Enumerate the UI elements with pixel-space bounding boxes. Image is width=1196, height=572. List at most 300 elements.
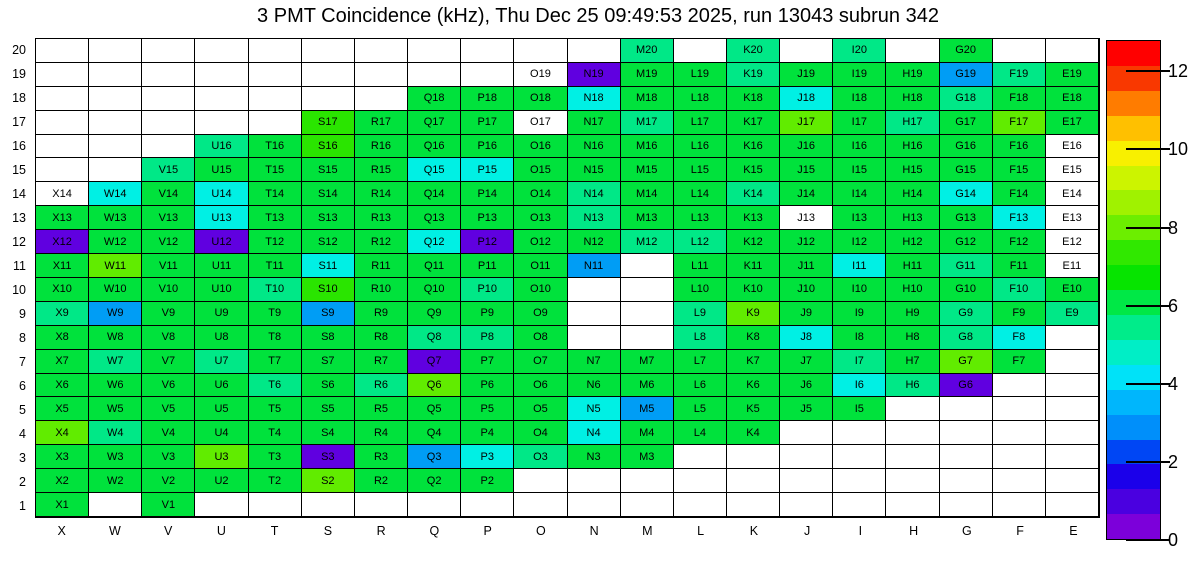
heatmap-cell: M18 [621,87,674,111]
heatmap-cell: I14 [833,182,886,206]
heatmap-cell: J18 [780,87,833,111]
heatmap-cell: W10 [89,278,142,302]
x-axis-tick-label: S [323,524,333,538]
x-axis-tick-label: R [376,524,386,538]
x-axis-tick-label: E [1069,524,1078,538]
heatmap-cell: R7 [355,350,408,374]
heatmap-cell: J19 [780,63,833,87]
heatmap-cell: R13 [355,206,408,230]
heatmap-cell: M5 [621,397,674,421]
heatmap-cell: H17 [886,111,939,135]
heatmap-cell: M12 [621,230,674,254]
x-axis-tick-label: L [697,524,705,538]
heatmap-cell-empty [568,469,621,493]
heatmap-cell-empty [89,111,142,135]
heatmap-cell: X12 [36,230,89,254]
heatmap-cell: U2 [195,469,248,493]
heatmap-cell-empty [1046,39,1099,63]
heatmap-cell: R4 [355,421,408,445]
heatmap-cell: F11 [993,254,1046,278]
heatmap-cell-empty [674,469,727,493]
heatmap-cell-empty [780,421,833,445]
heatmap-cell-empty [195,39,248,63]
heatmap-cell: U3 [195,445,248,469]
colorbar-band [1107,514,1160,539]
heatmap-cell: X7 [36,350,89,374]
heatmap-cell: M20 [621,39,674,63]
heatmap-cell: L4 [674,421,727,445]
heatmap-cell-empty [886,445,939,469]
colorbar-band [1107,464,1160,489]
heatmap-cell-empty [1046,469,1099,493]
heatmap-cell: P12 [461,230,514,254]
heatmap-cell: R17 [355,111,408,135]
colorbar-band [1107,116,1160,141]
heatmap-cell: Q2 [408,469,461,493]
y-axis-tick-label: 12 [12,235,26,249]
y-axis-tick-label: 9 [19,307,26,321]
heatmap-cell: X5 [36,397,89,421]
heatmap-cell: X14 [36,182,89,206]
heatmap-cell-empty [1046,493,1099,517]
heatmap-cell: V2 [142,469,195,493]
y-axis-tick-label: 14 [12,187,26,201]
heatmap-cell: I20 [833,39,886,63]
heatmap-cell: T12 [249,230,302,254]
heatmap-cell: O14 [514,182,567,206]
colorbar-tick-label: 6 [1168,295,1179,316]
heatmap-cell: T9 [249,302,302,326]
colorbar-tick-label: 0 [1168,530,1179,550]
heatmap-cell: J5 [780,397,833,421]
heatmap-cell: Q17 [408,111,461,135]
heatmap-cell-empty [36,63,89,87]
heatmap-cell-empty [993,493,1046,517]
heatmap-cell: F13 [993,206,1046,230]
heatmap-cell: K12 [727,230,780,254]
heatmap-cell: E12 [1046,230,1099,254]
heatmap-cell: J11 [780,254,833,278]
heatmap-cell-empty [886,421,939,445]
heatmap-cell: P4 [461,421,514,445]
y-axis-tick-label: 1 [19,499,26,513]
heatmap-cell-empty [302,87,355,111]
heatmap-cell: K20 [727,39,780,63]
heatmap-cell-empty [355,493,408,517]
heatmap-cell: T11 [249,254,302,278]
heatmap-cell: S13 [302,206,355,230]
heatmap-cell: H8 [886,326,939,350]
heatmap-cell: G16 [940,135,993,159]
heatmap-cell: G17 [940,111,993,135]
heatmap-cell: R3 [355,445,408,469]
heatmap-cell: V1 [142,493,195,517]
heatmap-cell: J10 [780,278,833,302]
heatmap-cell: O12 [514,230,567,254]
heatmap-cell-empty [940,421,993,445]
y-axis-tick-label: 15 [12,163,26,177]
heatmap-cell-empty [89,493,142,517]
heatmap-cell-empty [461,493,514,517]
heatmap-cell: S12 [302,230,355,254]
heatmap-cell: F16 [993,135,1046,159]
heatmap-cell: R14 [355,182,408,206]
heatmap-cell: P14 [461,182,514,206]
heatmap-cell: R11 [355,254,408,278]
heatmap-cell: N17 [568,111,621,135]
heatmap-cell: J14 [780,182,833,206]
heatmap-cell: L18 [674,87,727,111]
heatmap-cell: R2 [355,469,408,493]
heatmap-cell-empty [302,493,355,517]
heatmap-cell: X4 [36,421,89,445]
heatmap-cell-empty [142,87,195,111]
heatmap-cell: M13 [621,206,674,230]
heatmap-cell: E11 [1046,254,1099,278]
heatmap-cell: O11 [514,254,567,278]
colorbar-tick-label: 12 [1168,61,1189,82]
heatmap-cell-empty [940,397,993,421]
heatmap-cell: W8 [89,326,142,350]
heatmap-cell: T4 [249,421,302,445]
heatmap-cell-empty [993,469,1046,493]
y-axis-tick-label: 5 [19,403,26,417]
heatmap-cell: P15 [461,158,514,182]
y-axis-tick-label: 20 [12,43,26,57]
heatmap-cell: O8 [514,326,567,350]
heatmap-cell: Q7 [408,350,461,374]
heatmap-cell: G11 [940,254,993,278]
heatmap-cell: U13 [195,206,248,230]
heatmap-cell: K9 [727,302,780,326]
heatmap-cell: M3 [621,445,674,469]
heatmap-cell-empty [249,39,302,63]
heatmap-cell: Q18 [408,87,461,111]
x-axis-tick-label: X [57,524,66,538]
heatmap-cell: H15 [886,158,939,182]
colorbar-tick-label: 4 [1168,373,1179,394]
heatmap-cell: G19 [940,63,993,87]
heatmap-cell: U11 [195,254,248,278]
heatmap-cell-empty [195,493,248,517]
heatmap-grid [35,38,1100,518]
heatmap-cell: M4 [621,421,674,445]
y-axis-tick-label: 2 [19,475,26,489]
heatmap-cell: R12 [355,230,408,254]
colorbar-band [1107,141,1160,166]
heatmap-cell: Q5 [408,397,461,421]
heatmap-cell: L17 [674,111,727,135]
heatmap-cell: Q9 [408,302,461,326]
heatmap-cell: W5 [89,397,142,421]
heatmap-cell: F7 [993,350,1046,374]
heatmap-cell: V15 [142,158,195,182]
heatmap-cell: K11 [727,254,780,278]
heatmap-cell: X2 [36,469,89,493]
heatmap-cell: I7 [833,350,886,374]
heatmap-cell: I13 [833,206,886,230]
heatmap-cell: K19 [727,63,780,87]
heatmap-cell: R8 [355,326,408,350]
heatmap-cell: Q4 [408,421,461,445]
heatmap-cell-empty [568,302,621,326]
heatmap-cell: Q15 [408,158,461,182]
heatmap-cell: E13 [1046,206,1099,230]
heatmap-cell: S6 [302,374,355,398]
heatmap-cell: F9 [993,302,1046,326]
heatmap-cell: V10 [142,278,195,302]
heatmap-cell-empty [89,135,142,159]
y-axis-tick-label: 19 [12,67,26,81]
heatmap-cell: W14 [89,182,142,206]
heatmap-cell: G13 [940,206,993,230]
heatmap-cell: O10 [514,278,567,302]
heatmap-cell-empty [621,254,674,278]
heatmap-cell: S2 [302,469,355,493]
heatmap-cell: S10 [302,278,355,302]
heatmap-cell: N3 [568,445,621,469]
heatmap-cell-empty [568,493,621,517]
heatmap-cell: L6 [674,374,727,398]
x-axis-tick-label: O [536,524,546,538]
heatmap-cell: H16 [886,135,939,159]
heatmap-cell: R10 [355,278,408,302]
heatmap-cell: O3 [514,445,567,469]
heatmap-cell: I6 [833,374,886,398]
heatmap-cell-empty [514,493,567,517]
y-axis-tick-label: 13 [12,211,26,225]
heatmap-cell: H6 [886,374,939,398]
heatmap-cell: G18 [940,87,993,111]
heatmap-cell: H7 [886,350,939,374]
heatmap-cell-empty [674,493,727,517]
heatmap-cell: G6 [940,374,993,398]
heatmap-cell-empty [142,63,195,87]
heatmap-cell: T7 [249,350,302,374]
heatmap-cell: J6 [780,374,833,398]
heatmap-cell: H19 [886,63,939,87]
heatmap-cell: T2 [249,469,302,493]
heatmap-cell: U9 [195,302,248,326]
heatmap-cell: H18 [886,87,939,111]
heatmap-cell: X1 [36,493,89,517]
heatmap-cell: W9 [89,302,142,326]
heatmap-cell: N7 [568,350,621,374]
heatmap-cell-empty [727,493,780,517]
x-axis-labels [35,524,1100,538]
heatmap-cell: P2 [461,469,514,493]
x-axis-tick-label: K [749,524,759,538]
heatmap-cell-empty [302,39,355,63]
heatmap-cell-empty [621,469,674,493]
heatmap-cell-empty [780,493,833,517]
heatmap-cell: E10 [1046,278,1099,302]
heatmap-cell: S9 [302,302,355,326]
colorbar-band [1107,415,1160,440]
y-axis-tick-label: 10 [12,283,26,297]
heatmap-cell: F18 [993,87,1046,111]
x-axis-tick-label: W [108,524,121,538]
y-axis-tick-label: 18 [12,91,26,105]
heatmap-cell: K10 [727,278,780,302]
heatmap-cell: J7 [780,350,833,374]
heatmap-cell: J12 [780,230,833,254]
heatmap-cell: N18 [568,87,621,111]
heatmap-cell: K7 [727,350,780,374]
heatmap-cell: K8 [727,326,780,350]
heatmap-cell-empty [142,111,195,135]
y-axis-tick-label: 11 [13,259,26,273]
heatmap-cell: V6 [142,374,195,398]
heatmap-cell: G15 [940,158,993,182]
heatmap-cell-empty [621,278,674,302]
heatmap-cell: S11 [302,254,355,278]
heatmap-cell: X9 [36,302,89,326]
heatmap-cell: O5 [514,397,567,421]
heatmap-cell-empty [674,445,727,469]
heatmap-cell: Q12 [408,230,461,254]
heatmap-cell-empty [195,63,248,87]
heatmap-cell: L16 [674,135,727,159]
heatmap-cell: I8 [833,326,886,350]
heatmap-cell: K17 [727,111,780,135]
heatmap-cell-empty [408,493,461,517]
heatmap-cell: H14 [886,182,939,206]
heatmap-cell: W6 [89,374,142,398]
heatmap-cell: P10 [461,278,514,302]
heatmap-cell: E16 [1046,135,1099,159]
heatmap-cell-empty [1046,421,1099,445]
x-axis-tick-label: Q [429,524,440,538]
heatmap-cell-empty [568,39,621,63]
heatmap-cell: L12 [674,230,727,254]
heatmap-cell: V8 [142,326,195,350]
heatmap-cell-empty [833,493,886,517]
heatmap-cell-empty [1046,397,1099,421]
heatmap-cell: E9 [1046,302,1099,326]
heatmap-cell: Q3 [408,445,461,469]
heatmap-cell: O9 [514,302,567,326]
heatmap-cell: M15 [621,158,674,182]
heatmap-cell: U16 [195,135,248,159]
heatmap-cell-empty [621,302,674,326]
heatmap-cell: V9 [142,302,195,326]
heatmap-cell: O7 [514,350,567,374]
heatmap-cell: E17 [1046,111,1099,135]
heatmap-cell-empty [940,493,993,517]
heatmap-cell: K13 [727,206,780,230]
colorbar-tick-label: 8 [1168,217,1179,238]
heatmap-cell: K4 [727,421,780,445]
heatmap-cell: G10 [940,278,993,302]
y-axis-labels [4,38,30,518]
heatmap-cell: V12 [142,230,195,254]
heatmap-cell-empty [621,493,674,517]
heatmap-cell-empty [886,397,939,421]
colorbar-band [1107,240,1160,265]
y-axis-tick-label: 3 [19,451,26,465]
heatmap-cell: P13 [461,206,514,230]
heatmap-cell: J9 [780,302,833,326]
heatmap-cell: E18 [1046,87,1099,111]
heatmap-cell-empty [727,445,780,469]
heatmap-cell: Q13 [408,206,461,230]
heatmap-cell: U7 [195,350,248,374]
heatmap-cell: N14 [568,182,621,206]
heatmap-cell-empty [1046,374,1099,398]
heatmap-cell-empty [89,158,142,182]
heatmap-cell: S7 [302,350,355,374]
heatmap-cell: H13 [886,206,939,230]
heatmap-cell: M16 [621,135,674,159]
heatmap-cell: E15 [1046,158,1099,182]
heatmap-cell: I12 [833,230,886,254]
heatmap-cell: X8 [36,326,89,350]
heatmap-cell: U10 [195,278,248,302]
heatmap-cell: K16 [727,135,780,159]
heatmap-cell-empty [514,469,567,493]
heatmap-cell: H11 [886,254,939,278]
heatmap-cell: O18 [514,87,567,111]
heatmap-cell: T15 [249,158,302,182]
heatmap-cell-empty [886,39,939,63]
heatmap-cell-empty [142,39,195,63]
heatmap-cell: L13 [674,206,727,230]
colorbar-band [1107,390,1160,415]
heatmap-cell: H10 [886,278,939,302]
heatmap-cell: T14 [249,182,302,206]
heatmap-cell: P17 [461,111,514,135]
heatmap-cell: Q6 [408,374,461,398]
heatmap-cell-empty [993,374,1046,398]
heatmap-cell-empty [36,135,89,159]
heatmap-cell: R6 [355,374,408,398]
colorbar-tick [1126,461,1170,463]
heatmap-cell: W13 [89,206,142,230]
heatmap-cell-empty [355,39,408,63]
heatmap-cell: I18 [833,87,886,111]
heatmap-cell: P3 [461,445,514,469]
heatmap-cell-empty [36,87,89,111]
heatmap-cell: K18 [727,87,780,111]
heatmap-cell: U14 [195,182,248,206]
colorbar-tick [1126,383,1170,385]
heatmap-cell: J8 [780,326,833,350]
heatmap-cell: I11 [833,254,886,278]
x-axis-tick-label: M [642,524,653,538]
colorbar-band [1107,265,1160,290]
colorbar-band [1107,365,1160,390]
y-axis-tick-label: 4 [19,427,26,441]
heatmap-cell: R15 [355,158,408,182]
heatmap-cell-empty [249,87,302,111]
heatmap-cell: P6 [461,374,514,398]
heatmap-cell: R16 [355,135,408,159]
heatmap-cell-empty [833,445,886,469]
colorbar-band [1107,190,1160,215]
colorbar-tick-label: 10 [1168,139,1189,160]
heatmap-cell: O16 [514,135,567,159]
heatmap-cell-empty [249,493,302,517]
heatmap-cell-empty [302,63,355,87]
heatmap-cell: L8 [674,326,727,350]
heatmap-cell: N15 [568,158,621,182]
y-axis-tick-label: 17 [12,115,26,129]
heatmap-cell: I17 [833,111,886,135]
heatmap-cell: K15 [727,158,780,182]
colorbar-band [1107,91,1160,116]
heatmap-cell: V7 [142,350,195,374]
